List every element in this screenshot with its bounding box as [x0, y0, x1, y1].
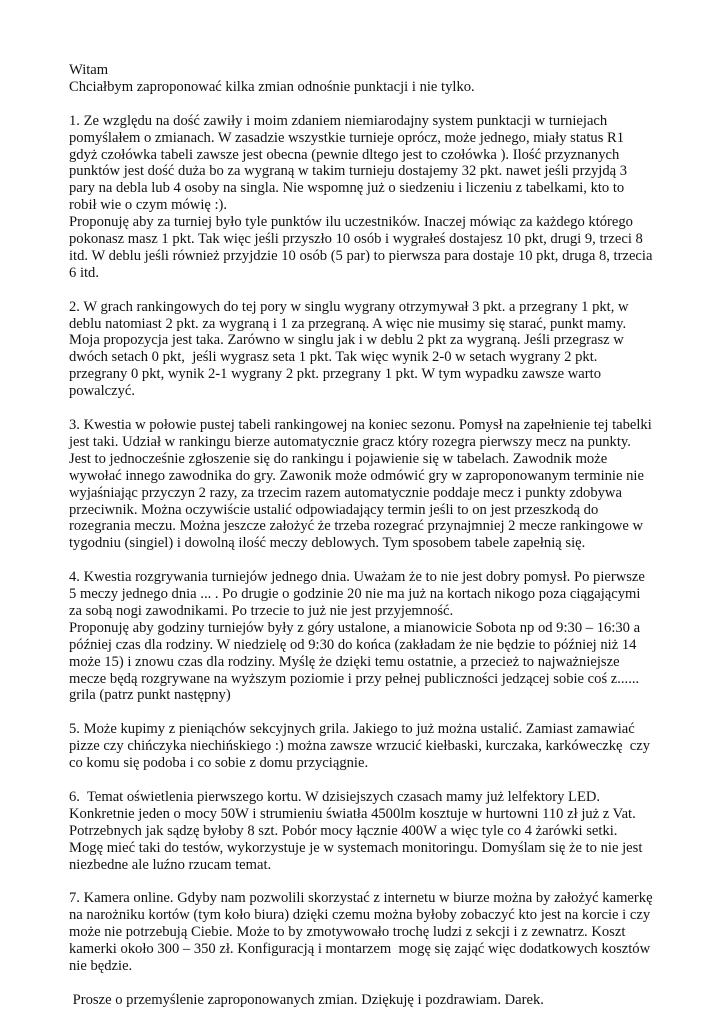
- text-line: pomyślałem o zmianach. W zasadzie wszystkie turnieje oprócz, może jednego, miały status R1: [69, 129, 625, 146]
- proposal-paragraph-6: [69, 789, 657, 874]
- text-line: dwóch setach 0 pkt, jeśli wygrasz seta 1 pkt. Tak więc wynik 2-0 w setach wygrany 2 pkt.: [69, 349, 598, 366]
- text-line: później czas dla rodziny. W niedzielę od 9:30 do końca (zakładam że nie będzie to później niż 14: [69, 636, 637, 653]
- text-line: 7. Kamera online. Gdyby nam pozwolili skorzystać z internetu w biurze można by założyć kamerkę: [69, 890, 653, 907]
- intro-paragraph: Chciałbym zaproponować kilka zmian odnośnie punktacji i nie tylko.: [69, 78, 475, 95]
- paragraph-spacer: [69, 873, 657, 890]
- text-line: Proponuję aby godziny turniejów były z góry ustalone, a mianowicie Sobota np od 9:30 – 16:30 a: [69, 619, 641, 636]
- proposal-paragraph-2: [69, 299, 657, 400]
- text-line: za sobą nogi zawodnikami. Po trzecie to już nie jest przyjemność.: [69, 602, 454, 619]
- proposal-paragraph-5: [69, 721, 657, 772]
- text-line: pokonasz masz 1 pkt. Tak więc jeśli przyszło 10 osób i wygrałeś dostajesz 10 pkt, drugi 9, trzeci 8: [69, 231, 643, 248]
- text-line: 2. W grach rankingowych do tej pory w singlu wygrany otrzymywał 3 pkt. a przegrany 1 pkt, w: [69, 298, 629, 315]
- closing-paragraph: Prosze o przemyślenie zaproponowanych zmian. Dziękuję i pozdrawiam. Darek.: [69, 991, 544, 1008]
- text-line: może nie potrzebują Ciebie. Może to by zmotywowało trochę ludzi z sekcji i z zewnatrz. Koszt: [69, 924, 626, 941]
- text-line: nie będzie.: [69, 957, 133, 974]
- text-line: 6 itd.: [69, 264, 99, 281]
- text-line: rozegrania meczu. Można jeszcze założyć że trzeba rozegrać przynajmniej 2 mecze rankingowe w: [69, 518, 644, 535]
- paragraph-spacer: [69, 772, 657, 789]
- proposal-paragraph-3: [69, 417, 657, 552]
- paragraph-spacer: [69, 96, 657, 113]
- text-line: przeciwnik. Można oczywiście ustalić odpowiadający termin jeśli to on jest przeszkodą do: [69, 501, 599, 518]
- proposal-paragraph-1: [69, 113, 657, 282]
- text-line: mecze będą rozgrywane na wyższym poziomie i przy pełnej publiczności jedzącej sobie coś z......: [69, 670, 640, 687]
- letter-document: [69, 62, 657, 1009]
- text-line: co komu się podoba i co sobie z domu przyciągnie.: [69, 755, 369, 772]
- paragraph-spacer: [69, 704, 657, 721]
- proposal-sections: [69, 113, 657, 992]
- text-line: wyjaśniając przyczyn 2 razy, za trzecim razem automatycznie poddaje mecz i punkty zdobywa: [69, 484, 622, 501]
- text-line: Mogę mieć taki do testów, wykorzystuje je w systemach monitoringu. Domyślam się że to nie jest: [69, 839, 643, 856]
- text-line: pary na debla lub 4 osoby na singla. Nie wspomnę już o siedzeniu i liczeniu z tabelkami, kto to: [69, 180, 625, 197]
- text-line: Potrzebnych jak sądzę byłoby 8 szt. Pobór mocy łącznie 400W a więc tyle co 4 żarówki setki.: [69, 822, 618, 839]
- paragraph-spacer: [69, 282, 657, 299]
- text-line: 3. Kwestia w połowie pustej tabeli rankingowej na koniec sezonu. Pomysł na zapełnienie tej tabelki: [69, 416, 652, 433]
- text-line: 1. Ze względu na dość zawiły i moim zdaniem niemiarodajny system punktacji w turniejach: [69, 112, 608, 129]
- text-line: jest taki. Udział w rankingu bierze automatycznie gracz który rozegra pierwszy mecz na punkty.: [69, 433, 631, 450]
- text-line: tygodniu (singiel) i dowolną ilość meczy deblowych. Tym sposobem tabele zapełnią się.: [69, 535, 586, 552]
- text-line: 5. Może kupimy z pieniąchów sekcyjnych grila. Jakiego to już można ustalić. Zamiast zamawiać: [69, 721, 635, 738]
- text-line: wywołać innego zawodnika do gry. Zawonik może odmówić gry w zaproponowanym terminie nie: [69, 467, 644, 484]
- text-line: przegrany 0 pkt, wynik 2-1 wygrany 2 pkt. przegrany 1 pkt. W tym wypadku zawsze warto: [69, 366, 601, 383]
- text-line: na narożniku kortów (tym koło biura) dzięki czemu można byłoby zobaczyć kto jest na korcie i czy: [69, 907, 651, 924]
- text-line: 4. Kwestia rozgrywania turniejów jednego dnia. Uważam że to nie jest dobry pomysł. Po pierwsze: [69, 569, 645, 586]
- text-line: punktów jest dość duża bo za wygraną w takim turnieju dostajemy 32 pkt. nawet jeśli przyjdą 3: [69, 163, 628, 180]
- text-line: grila (patrz punkt następny): [69, 687, 231, 704]
- paragraph-spacer: [69, 400, 657, 417]
- text-line: gdyż czołówka tabeli zawsze jest obecna (pewnie dltego jest to czołówka ). Ilość przyznanych: [69, 146, 620, 163]
- text-line: Jest to jednocześnie zgłoszenie się do rankingu i pojawienie się w tabelach. Zawodnik może: [69, 450, 608, 467]
- text-line: Proponuję aby za turniej było tyle punktów ilu uczestników. Inaczej mówiąc za każdego którego: [69, 214, 633, 231]
- text-line: itd. W deblu jeśli również przyjdzie 10 osób (5 par) to pierwsza para dostaje 10 pkt, druga 8, trzecia: [69, 247, 653, 264]
- proposal-paragraph-4: [69, 569, 657, 704]
- text-line: deblu natomiast 2 pkt. za wygraną i 1 za przegraną. A więc nie musimy się starać, punkt mamy.: [69, 315, 627, 332]
- text-line: może 15) i znowu czas dla rodziny. Myślę że dzięki temu ostatnie, a przecież to najważniejsze: [69, 653, 620, 670]
- proposal-paragraph-7: [69, 890, 657, 975]
- text-line: niezbedne ale luźno rzucam temat.: [69, 856, 272, 873]
- text-line: powalczyć.: [69, 383, 136, 400]
- paragraph-spacer: [69, 975, 657, 992]
- text-line: pizze czy chińczyka niechińskiego :) można zawsze wrzucić kiełbaski, kurczaka, karkóweczkę czy: [69, 738, 651, 755]
- text-line: 6. Temat oświetlenia pierwszego kortu. W dzisiejszych czasach mamy już lelfektory LED.: [69, 788, 601, 805]
- text-line: kamerki około 300 – 350 zł. Konfiguracją i montarzem mogę się zająć więc dodatkowych kosztów: [69, 941, 651, 958]
- text-line: Konkretnie jeden o mocy 50W i strumieniu światła 4500lm kosztuje w hurtowni 110 zł już z Vat.: [69, 805, 636, 822]
- text-line: robił wie o czym mówię :).: [69, 197, 228, 214]
- text-line: 5 meczy jednego dnia ... . Po drugie o godzinie 20 nie ma już na kortach nikogo poza ciągającymi: [69, 586, 641, 603]
- greeting: Witam: [69, 62, 109, 78]
- paragraph-spacer: [69, 552, 657, 569]
- text-line: Moja propozycja jest taka. Zarówno w singlu jak i w deblu 2 pkt za wygraną. Jeśli przegrasz w: [69, 332, 624, 349]
